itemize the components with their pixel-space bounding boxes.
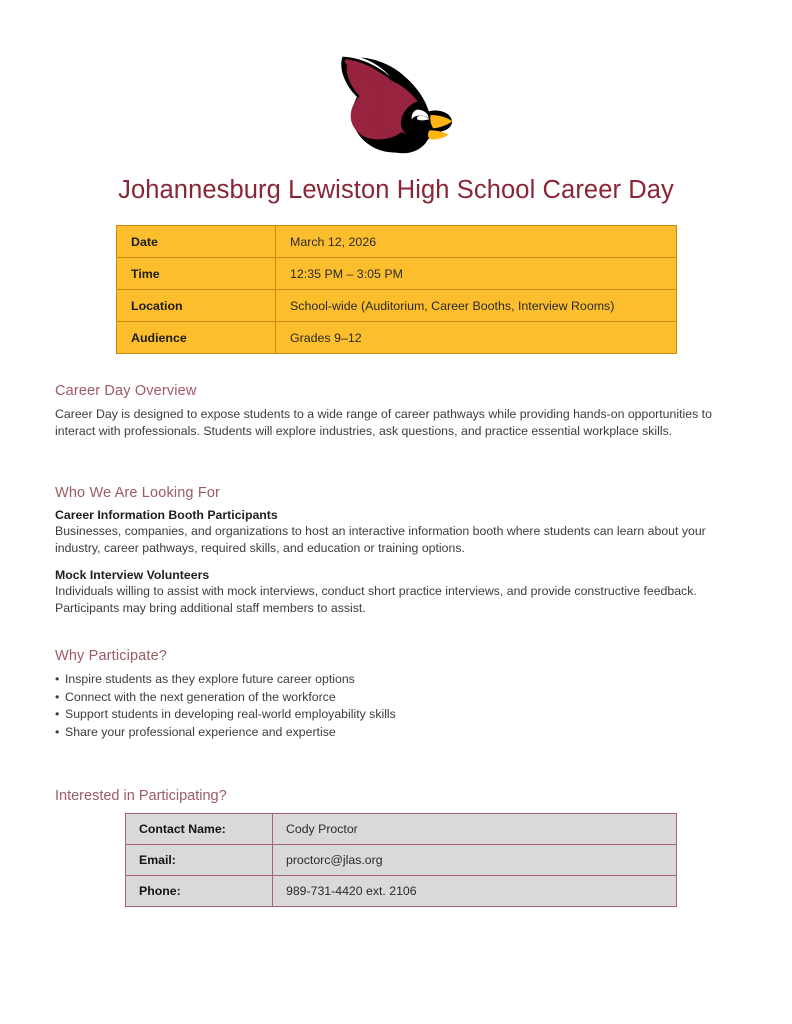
section-spacer (55, 556, 745, 568)
list-item-label: Support students in developing real-world employability skills (65, 707, 396, 721)
booth-subheading: Career Information Booth Participants (55, 508, 278, 522)
section-why-participate (55, 648, 745, 741)
table-row (117, 226, 677, 258)
mock-interview-text: Individuals willing to assist with mock interviews, conduct short practice interviews, and provide constructive feedback. Participants may bring additional staff members to assist. (55, 584, 697, 615)
overview-text: Career Day is designed to expose students to a wide range of career pathways while providing hands-on opportunities to interact with professionals. Students will explore industries, ask questions, and practice essential workplace skills. (55, 407, 712, 438)
bullet-icon: • (55, 707, 60, 721)
table-row (126, 876, 677, 907)
cardinal-head-icon (329, 44, 464, 172)
list-item (55, 724, 745, 742)
table-row (117, 322, 677, 354)
list-item (55, 706, 745, 724)
event-info-table (116, 225, 677, 354)
why-participate-list (55, 671, 745, 741)
table-row (126, 814, 677, 845)
bullet-icon: • (55, 724, 60, 739)
looking-for-item-booth (55, 508, 745, 556)
info-label-location: Location (117, 290, 276, 322)
info-label-date: Date (117, 226, 276, 258)
contact-heading: Interested in Participating? (55, 788, 227, 804)
looking-for-heading: Who We Are Looking For (55, 485, 221, 501)
info-value-date: March 12, 2026 (276, 226, 677, 258)
overview-heading: Career Day Overview (55, 383, 197, 399)
section-who-we-are-looking-for (55, 485, 745, 616)
contact-value-email[interactable]: proctorc@jlas.org (273, 845, 677, 876)
booth-text: Businesses, companies, and organizations to host an interactive information booth where students can learn about your industry, career pathways, required skills, and education or training options. (55, 524, 706, 555)
contact-label-phone: Phone: (126, 876, 273, 907)
mock-interview-subheading: Mock Interview Volunteers (55, 568, 210, 583)
table-row (117, 258, 677, 290)
table-row (126, 845, 677, 876)
contact-label-name: Contact Name: (126, 814, 273, 845)
list-item-label: Share your professional experience and expertise (65, 724, 336, 739)
info-label-time: Time (117, 258, 276, 290)
looking-for-item-mock-interview (55, 568, 745, 616)
list-item (55, 671, 745, 689)
contact-value-phone: 989-731-4420 ext. 2106 (273, 876, 677, 907)
table-row (117, 290, 677, 322)
info-value-location: School-wide (Auditorium, Career Booths, Interview Rooms) (276, 290, 677, 322)
info-value-time: 12:35 PM – 3:05 PM (276, 258, 677, 290)
list-item-label: Inspire students as they explore future career options (65, 672, 355, 686)
why-participate-heading: Why Participate? (55, 648, 167, 664)
list-item-label: Connect with the next generation of the workforce (65, 689, 336, 704)
bullet-icon: • (55, 672, 60, 686)
contact-value-name: Cody Proctor (273, 814, 677, 845)
section-career-day-overview (55, 383, 745, 439)
list-item (55, 689, 745, 707)
info-value-audience: Grades 9–12 (276, 322, 677, 354)
contact-label-email: Email: (126, 845, 273, 876)
school-logo (0, 44, 792, 172)
info-label-audience: Audience (117, 322, 276, 354)
page-title: Johannesburg Lewiston High School Career Day (118, 176, 674, 204)
bullet-icon: • (55, 689, 60, 704)
contact-table (125, 813, 677, 907)
